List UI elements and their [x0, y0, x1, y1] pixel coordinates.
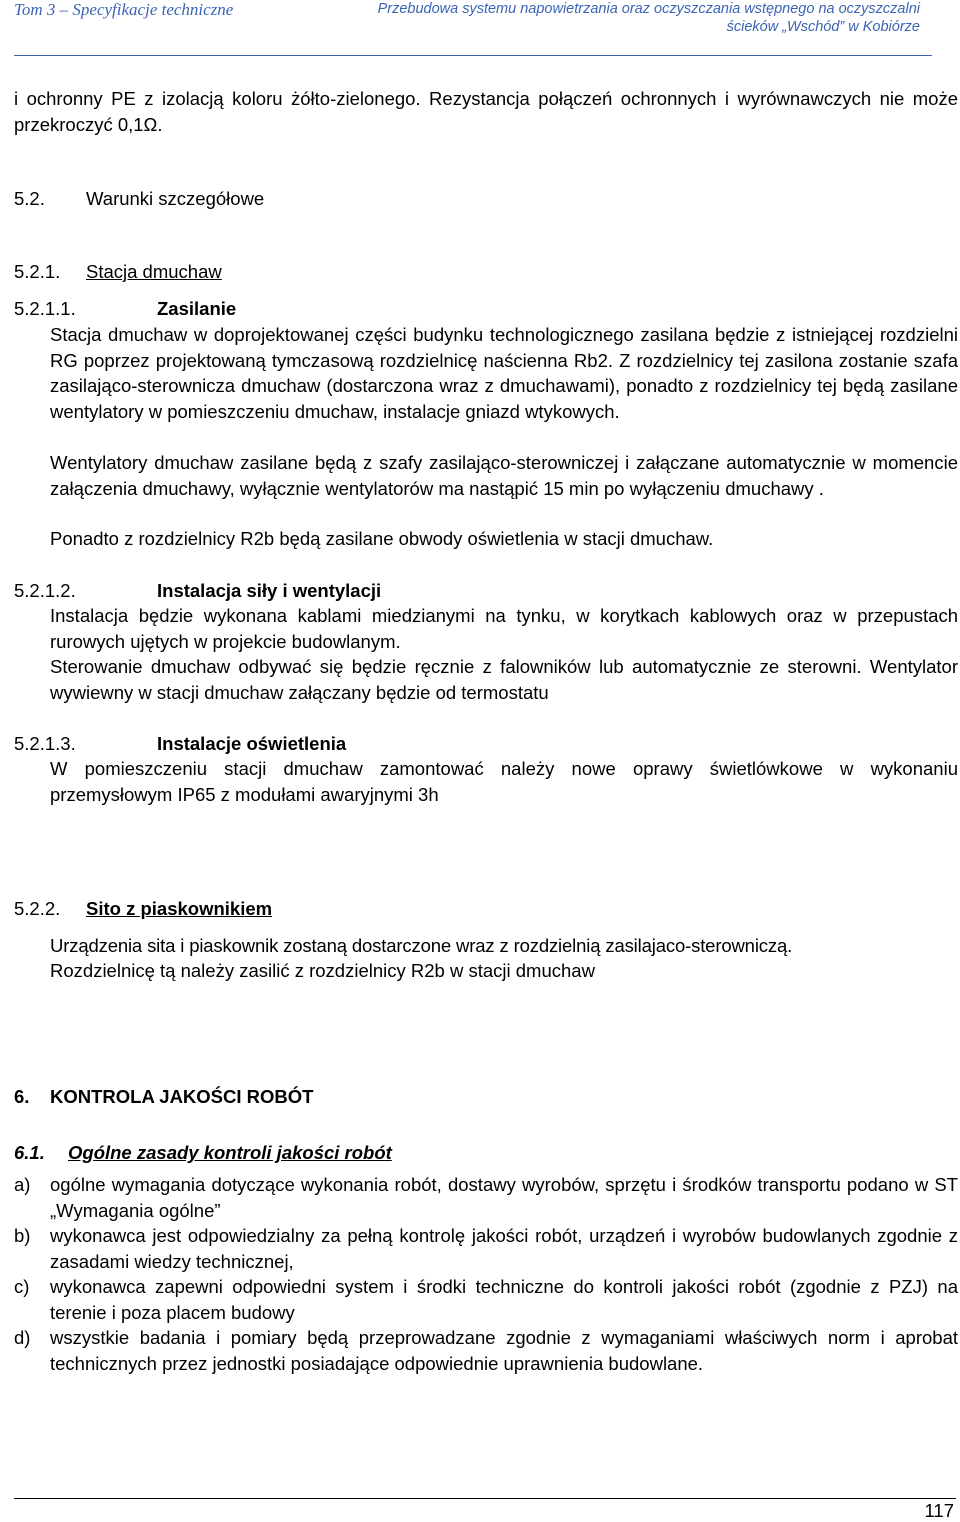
- page-number: 117: [924, 1500, 954, 1521]
- intro-paragraph: i ochronny PE z izolacją koloru żółto-zielonego. Rezystancja połączeń ochronnych i wyrównawczych nie może przekroczyć 0,1Ω.: [14, 88, 958, 135]
- list-item-label: c): [14, 1276, 30, 1297]
- section-5-2-1-2-paragraph-1: Instalacja będzie wykonana kablami miedzianymi na tynku, w korytkach kablowych oraz w przepustach rurowych ujętych w projekcie budowlanym.: [50, 605, 958, 652]
- header-doc-volume: Tom 3 – Specyfikacje techniczne: [14, 0, 234, 19]
- section-5-2-1-1-number: 5.2.1.1.: [14, 298, 76, 319]
- section-5-2-1-3-number: 5.2.1.3.: [14, 733, 76, 754]
- section-5-2-2-paragraph-2: Rozdzielnicę tą należy zasilić z rozdzielnicy R2b w stacji dmuchaw: [50, 960, 595, 981]
- list-item-text: wykonawca zapewni odpowiedni system i środki techniczne do kontroli jakości robót (zgodnie z PZJ) na terenie i poza placem budowy: [50, 1276, 958, 1323]
- section-6-number: 6.: [14, 1086, 30, 1107]
- section-5-2-2-paragraph-1: Urządzenia sita i piaskownik zostaną dostarczone wraz z rozdzielnią zasilajaco-sterowniczą.: [50, 935, 793, 956]
- section-5-2-2-title: Sito z piaskownikiem: [86, 898, 273, 919]
- section-6-1-number: 6.1.: [14, 1142, 45, 1163]
- list-item-text: wszystkie badania i pomiary będą przeprowadzane zgodnie z wymaganiami właściwych norm i aprobat technicznych przez jednostki posiadające odpowiednie uprawnienia budowlane.: [50, 1327, 958, 1374]
- section-5-2-1-number: 5.2.1.: [14, 261, 61, 282]
- list-item-label: a): [14, 1174, 31, 1195]
- section-5-2-1-3-paragraph-1: W pomieszczeniu stacji dmuchaw zamontować należy nowe oprawy świetlówkowe w wykonaniu przemysłowym IP65 z modułami awaryjnymi 3h: [50, 758, 958, 805]
- footer-divider: [14, 1498, 956, 1499]
- section-6-title: KONTROLA JAKOŚCI ROBÓT: [50, 1086, 314, 1107]
- section-5-2-2-number: 5.2.2.: [14, 898, 61, 919]
- section-5-2-1-1-title: Zasilanie: [157, 298, 237, 319]
- section-5-2-1-1-paragraph-2: Wentylatory dmuchaw zasilane będą z szafy zasilająco-sterowniczej i załączane automatycznie w momencie załączenia dmuchawy, wyłącznie wentylatorów ma nastąpić 15 min po wyłączeniu dmuchawy .: [50, 452, 958, 499]
- section-5-2-1-2-number: 5.2.1.2.: [14, 580, 76, 601]
- section-5-2-1-2-title: Instalacja siły i wentylacji: [157, 580, 382, 601]
- header-project-title: Przebudowa systemu napowietrzania oraz oczyszczania wstępnego na oczyszczalni ścieków „Wschód” w Kobiórze: [377, 1, 920, 35]
- list-item-label: d): [14, 1327, 31, 1348]
- section-5-2-1-1-paragraph-1: Stacja dmuchaw w doprojektowanej części budynku technologicznego zasilana będzie z istniejącej rozdzielni RG poprzez projektowaną tymczasową rozdzielnicę naścienna Rb2. Z rozdzielnicy tej zasilona zostanie szafa zasilająco-sterownicza dmuchaw (dostarczona wraz z dmuchawami), ponadto z rozdzielnicy tej będą zasilane wentylatory w pomieszczeniu dmuchaw, instalacje gniazd wtykowych.: [50, 324, 958, 422]
- list-item-text: ogólne wymagania dotyczące wykonania robót, dostawy wyrobów, sprzętu i środków transportu podano w ST „Wymagania ogólne”: [50, 1174, 958, 1221]
- section-6-1-title: Ogólne zasady kontroli jakości robót: [68, 1142, 392, 1163]
- section-5-2-number: 5.2.: [14, 188, 45, 209]
- section-5-2-1-title: Stacja dmuchaw: [86, 261, 222, 282]
- section-5-2-1-1-paragraph-3: Ponadto z rozdzielnicy R2b będą zasilane obwody oświetlenia w stacji dmuchaw.: [50, 528, 714, 549]
- header-divider: [14, 55, 932, 56]
- section-5-2-1-3-title: Instalacje oświetlenia: [157, 733, 347, 754]
- list-item-text: wykonawca jest odpowiedzialny za pełną kontrolę jakości robót, urządzeń i wyrobów budowlanych zgodnie z zasadami wiedzy technicznej,: [50, 1225, 958, 1272]
- list-item-label: b): [14, 1225, 31, 1246]
- section-5-2-title: Warunki szczegółowe: [86, 188, 265, 209]
- section-5-2-1-2-paragraph-2: Sterowanie dmuchaw odbywać się będzie ręcznie z falowników lub automatycznie ze sterowni. Wentylator wywiewny w stacji dmuchaw załączany będzie od termostatu: [50, 656, 958, 703]
